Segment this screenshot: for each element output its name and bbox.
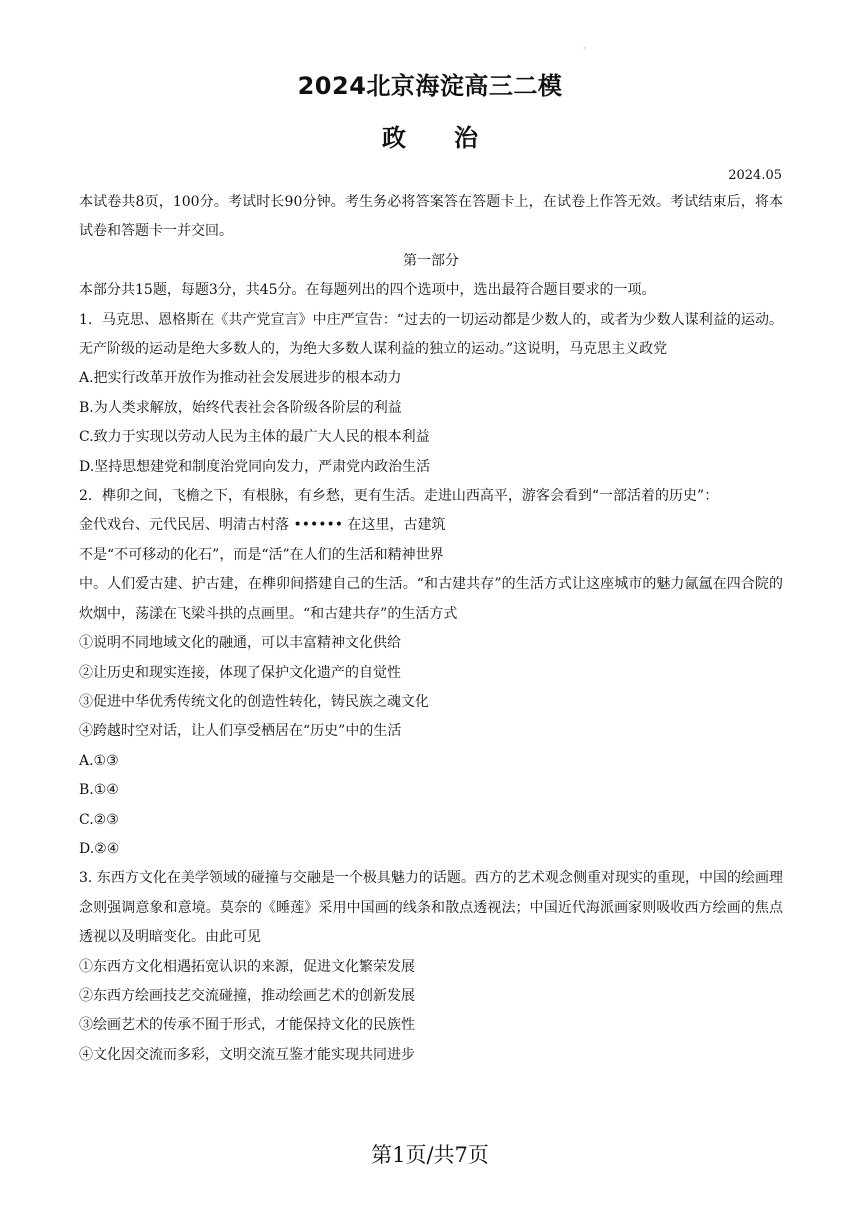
exam-subject: 政治 — [382, 124, 526, 152]
question-1-option-d: D.坚持思想建党和制度治党同向发力，严肃党内政治生活 — [79, 458, 431, 475]
question-2-statement-3: ③促进中华优秀传统文化的创造性转化，铸民族之魂文化 — [79, 693, 429, 710]
part-intro: 本部分共15题，每题3分，共45分。在每题列出的四个选项中，选出最符合题目要求的一项。 — [79, 282, 656, 299]
page-number: 第1页/共7页 — [371, 1143, 489, 1167]
part-heading: 第一部分 — [403, 252, 459, 269]
question-2-option-b: B.①④ — [79, 782, 119, 799]
question-3-statement-4: ④文化因交流而多彩，文明交流互鉴才能实现共同进步 — [79, 1046, 415, 1063]
question-3-statement-1: ①东西方文化相遇拓宽认识的来源，促进文化繁荣发展 — [79, 958, 415, 975]
question-2-statement-1: ①说明不同地域文化的融通，可以丰富精神文化供给 — [79, 635, 401, 652]
exam-title: 2024北京海淀高三二模 — [297, 72, 563, 100]
question-2-statement-2: ②让历史和现实连接，体现了保护文化遗产的自觉性 — [79, 664, 401, 681]
question-3-stem: 3. 东西方文化在美学领域的碰撞与交融是一个极具魅力的话题。西方的艺术观念侧重对现实的重现，中国的绘画理念则强调意象和意境。莫奈的《睡莲》采用中国画的线条和散点透视法；中国近代海派画家则吸收西方绘画的焦点透视以及明暗变化。由此可见 — [79, 870, 783, 946]
question-2-option-a: A.①③ — [79, 752, 119, 769]
question-2-option-d: D.②④ — [79, 840, 120, 857]
scan-dot: · — [583, 44, 586, 53]
question-2-stem-line-1: 2．榫卯之间，飞檐之下，有根脉，有乡愁，更有生活。走进山西高平，游客会看到“一部活着的历史”： — [79, 488, 719, 505]
question-3-statement-2: ②东西方绘画技艺交流碰撞，推动绘画艺术的创新发展 — [79, 987, 415, 1004]
question-2-stem-line-3: 不是“不可移动的化石”，而是“活”在人们的生活和精神世界 — [79, 546, 444, 563]
question-2-stem-line-2: 金代戏台、元代民居、明清古村落 •••••• 在这里，古建筑 — [79, 517, 446, 534]
instructions: 本试卷共8页，100分。考试时长90分钟。考生务必将答案答在答题卡上，在试卷上作答无效。考试结束后，将本试卷和答题卡一并交回。 — [79, 194, 783, 240]
exam-date: 2024.05 — [728, 168, 782, 183]
question-1-option-b: B.为人类求解放，始终代表社会各阶级各阶层的利益 — [79, 399, 402, 416]
question-1-stem: 1．马克思、恩格斯在《共产党宣言》中庄严宣告：“过去的一切运动都是少数人的，或者为少数人谋利益的运动。无产阶级的运动是绝大多数人的，为绝大多数人谋利益的独立的运动。”这说明，马克思主义政党 — [79, 311, 783, 358]
exam-content — [79, 188, 783, 1070]
question-2-option-c: C.②③ — [79, 811, 119, 828]
question-3-statement-3: ③绘画艺术的传承不囿于形式，才能保持文化的民族性 — [79, 1017, 415, 1034]
question-1-option-a: A.把实行改革开放作为推动社会发展进步的根本动力 — [79, 370, 402, 387]
question-1-option-c: C.致力于实现以劳动人民为主体的最广大人民的根本利益 — [79, 429, 430, 446]
question-2-stem-line-4: 中。人们爱古建、护古建，在榫卯间搭建自己的生活。“和古建共存”的生活方式让这座城市的魅力氤氲在四合院的炊烟中，荡漾在飞梁斗拱的点画里。“和古建共存”的生活方式 — [79, 576, 783, 622]
question-2-statement-4: ④跨越时空对话，让人们享受栖居在“历史”中的生活 — [79, 723, 402, 740]
